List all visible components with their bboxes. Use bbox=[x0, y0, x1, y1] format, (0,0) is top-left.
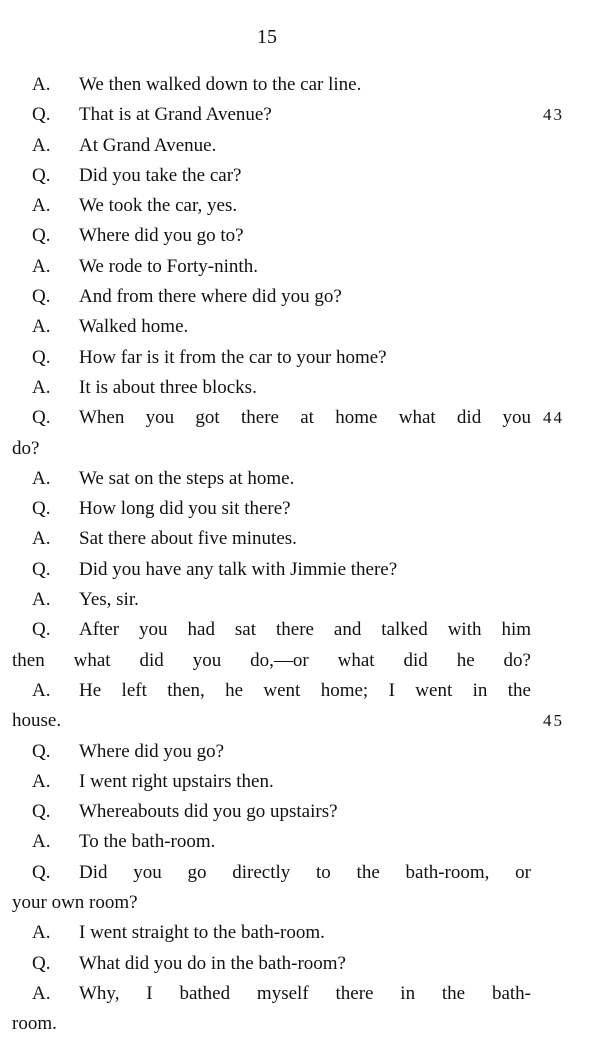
testimony-transcript bbox=[0, 70, 606, 1040]
continuation-line bbox=[0, 646, 606, 676]
line-text: We sat on the steps at home. bbox=[79, 467, 295, 489]
speaker-label: A. bbox=[32, 74, 51, 95]
line-text: Did you have any talk with Jimmie there? bbox=[79, 558, 398, 580]
answer-line bbox=[0, 827, 606, 857]
line-text: How long did you sit there? bbox=[79, 498, 291, 520]
continuation-line bbox=[0, 434, 606, 464]
line-text: We then walked down to the car line. bbox=[79, 74, 362, 95]
margin-folio-number: 43 bbox=[543, 105, 564, 125]
line-text: To the bath-room. bbox=[79, 831, 216, 853]
speaker-label: A. bbox=[32, 589, 51, 611]
answer-line bbox=[0, 979, 606, 1009]
line-text: When you got there at home what did you bbox=[79, 407, 531, 429]
speaker-label: Q. bbox=[32, 861, 51, 883]
answer-line bbox=[0, 767, 606, 797]
continuation-line bbox=[0, 888, 606, 918]
line-text: Why, I bathed myself there in the bath- bbox=[79, 982, 531, 1004]
question-line bbox=[0, 161, 606, 191]
speaker-label: Q. bbox=[32, 225, 51, 247]
speaker-label: A. bbox=[32, 376, 51, 398]
question-line bbox=[0, 100, 606, 130]
speaker-label: Q. bbox=[32, 164, 51, 186]
speaker-label: A. bbox=[32, 922, 51, 944]
line-text: house. bbox=[12, 710, 62, 732]
line-text: then what did you do,—or what did he do? bbox=[12, 649, 531, 671]
answer-line bbox=[0, 585, 606, 615]
speaker-label: A. bbox=[32, 195, 51, 217]
answer-line bbox=[0, 191, 606, 221]
speaker-label: Q. bbox=[32, 619, 51, 641]
continuation-line bbox=[0, 1009, 606, 1039]
question-line bbox=[0, 282, 606, 312]
answer-line bbox=[0, 131, 606, 161]
speaker-label: Q. bbox=[32, 498, 51, 520]
speaker-label: Q. bbox=[32, 558, 51, 580]
speaker-label: A. bbox=[32, 255, 51, 277]
line-text: Sat there about five minutes. bbox=[79, 528, 297, 550]
speaker-label: A. bbox=[32, 467, 51, 489]
line-text: Whereabouts did you go upstairs? bbox=[79, 801, 338, 823]
speaker-label: Q. bbox=[32, 346, 51, 368]
answer-line bbox=[0, 918, 606, 948]
question-line bbox=[0, 858, 606, 888]
speaker-label: Q. bbox=[32, 104, 51, 126]
continuation-line bbox=[0, 706, 606, 736]
line-text: your own room? bbox=[12, 892, 138, 914]
line-text: At Grand Avenue. bbox=[79, 134, 217, 156]
line-text: Where did you go? bbox=[79, 740, 225, 762]
question-line bbox=[0, 343, 606, 373]
line-text: I went straight to the bath-room. bbox=[79, 922, 325, 944]
answer-line bbox=[0, 312, 606, 342]
line-text: We took the car, yes. bbox=[79, 195, 238, 217]
line-text: room. bbox=[12, 1013, 57, 1035]
question-line bbox=[0, 797, 606, 827]
line-text: What did you do in the bath-room? bbox=[79, 952, 346, 974]
line-text: That is at Grand Avenue? bbox=[79, 104, 272, 126]
answer-line bbox=[0, 464, 606, 494]
answer-line bbox=[0, 70, 606, 100]
question-line bbox=[0, 615, 606, 645]
line-text: He left then, he went home; I went in the bbox=[79, 679, 531, 701]
line-text: Yes, sir. bbox=[79, 589, 139, 611]
answer-line bbox=[0, 252, 606, 282]
line-text: We rode to Forty-ninth. bbox=[79, 255, 258, 277]
speaker-label: Q. bbox=[32, 286, 51, 308]
answer-line bbox=[0, 524, 606, 554]
line-text: How far is it from the car to your home? bbox=[79, 346, 387, 368]
line-text: Where did you go to? bbox=[79, 225, 244, 247]
question-line bbox=[0, 403, 606, 433]
speaker-label: A. bbox=[32, 134, 51, 156]
speaker-label: Q. bbox=[32, 801, 51, 823]
question-line bbox=[0, 221, 606, 251]
answer-line bbox=[0, 373, 606, 403]
speaker-label: A. bbox=[32, 679, 51, 701]
line-text: Did you take the car? bbox=[79, 164, 242, 186]
line-text: Did you go directly to the bath-room, or bbox=[79, 861, 531, 883]
margin-folio-number: 44 bbox=[543, 408, 564, 428]
question-line bbox=[0, 494, 606, 524]
line-text: Walked home. bbox=[79, 316, 189, 338]
question-line bbox=[0, 737, 606, 767]
line-text: After you had sat there and talked with him bbox=[79, 619, 531, 641]
question-line bbox=[0, 949, 606, 979]
line-text: It is about three blocks. bbox=[79, 376, 257, 398]
question-line bbox=[0, 555, 606, 585]
speaker-label: Q. bbox=[32, 407, 51, 429]
speaker-label: A. bbox=[32, 982, 51, 1004]
speaker-label: Q. bbox=[32, 740, 51, 762]
line-text: do? bbox=[12, 437, 40, 459]
speaker-label: A. bbox=[32, 528, 51, 550]
page-number: 15 bbox=[257, 26, 277, 48]
speaker-label: A. bbox=[32, 316, 51, 338]
speaker-label: A. bbox=[32, 831, 51, 853]
line-text: I went right upstairs then. bbox=[79, 770, 274, 792]
margin-folio-number: 45 bbox=[543, 711, 564, 731]
speaker-label: A. bbox=[32, 770, 51, 792]
line-text: And from there where did you go? bbox=[79, 286, 342, 308]
answer-line bbox=[0, 676, 606, 706]
speaker-label: Q. bbox=[32, 952, 51, 974]
